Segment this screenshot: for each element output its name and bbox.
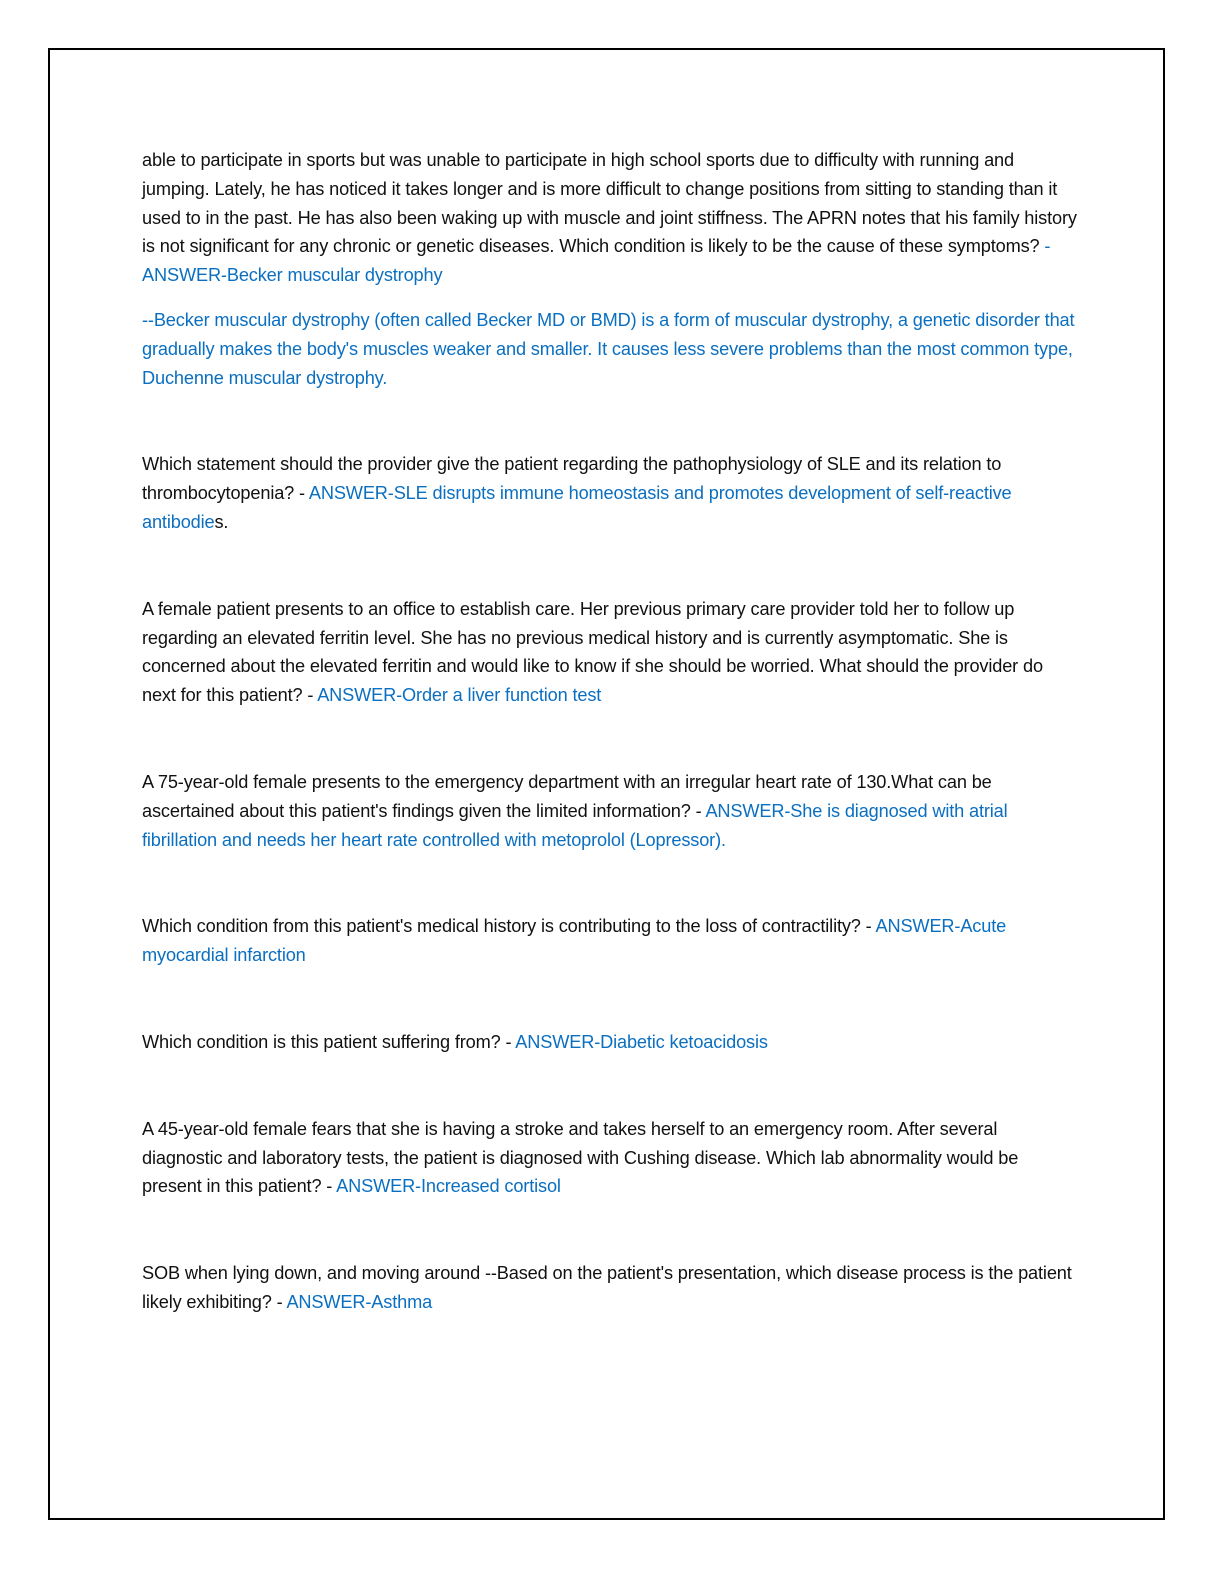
answer-text: ANSWER-Increased cortisol [336,1176,561,1197]
answer-text: - ANSWER-Becker muscular dystrophy [142,236,1051,286]
answer-text: ANSWER-She is diagnosed with atrial fibrillation and needs her heart rate controlled with metoprolol (Lopressor). [142,800,1008,850]
answer-explanation: --Becker muscular dystrophy (often called Becker MD or BMD) is a form of muscular dystrophy, a genetic disorder that gradually makes the body's muscles weaker and smaller. It causes less severe problems than the most common type, Duchenne muscular dystrophy. [142,309,1075,388]
qa-item-2 [142,450,1077,536]
question-text: Which condition from this patient's medical history is contributing to the loss of contractility? - [142,916,876,937]
answer-text: ANSWER-Acute myocardial infarction [142,916,1007,966]
question-text: A 75-year-old female presents to the emergency department with an irregular heart rate of 130.What can be ascertained about this patient's findings given the limited information? - [142,771,992,821]
qa-item-4 [142,768,1077,854]
answer-tail: s. [214,511,229,532]
question-text: A 45-year-old female fears that she is having a stroke and takes herself to an emergency room. After several diagnostic and laboratory tests, the patient is diagnosed with Cushing disease. Which lab abnormality would be present in this patient? - [142,1118,1019,1197]
qa-item-7 [142,1115,1077,1201]
answer-text: ANSWER-Diabetic ketoacidosis [515,1031,768,1052]
question-text: able to participate in sports but was unable to participate in high school sports due to difficulty with running and jumping. Lately, he has noticed it takes longer and is more difficult to change positions from sitting to standing than it used to in the past. He has also been waking up with muscle and joint stiffness. The APRN notes that his family history is not significant for any chronic or genetic diseases. Which condition is likely to be the cause of these symptoms? [142,150,1077,257]
qa-item-1 [142,146,1077,290]
qa-item-6 [142,1028,1077,1057]
qa-item-8 [142,1259,1077,1317]
question-text: Which statement should the provider give the patient regarding the pathophysiology of SLE and its relation to thrombocytopenia? - [142,454,1002,504]
qa-item-3 [142,595,1077,710]
document-body [142,146,1077,1317]
question-text: A female patient presents to an office to establish care. Her previous primary care provider told her to follow up regarding an elevated ferritin level. She has no previous medical history and is currently asymptomatic. She is concerned about the elevated ferritin and would like to know if she should be worried. What should the provider do next for this patient? - [142,598,1043,706]
question-text: SOB when lying down, and moving around --Based on the patient's presentation, which disease process is the patient likely exhibiting? - [142,1263,1072,1312]
answer-text: ANSWER-Asthma [286,1291,433,1312]
qa-item-5 [142,912,1077,970]
question-text: Which condition is this patient suffering from? - [142,1031,516,1052]
answer-text: ANSWER-Order a liver function test [317,685,602,706]
answer-text: ANSWER-SLE disrupts immune homeostasis and promotes development of self-reactive antibodie [142,483,1012,532]
